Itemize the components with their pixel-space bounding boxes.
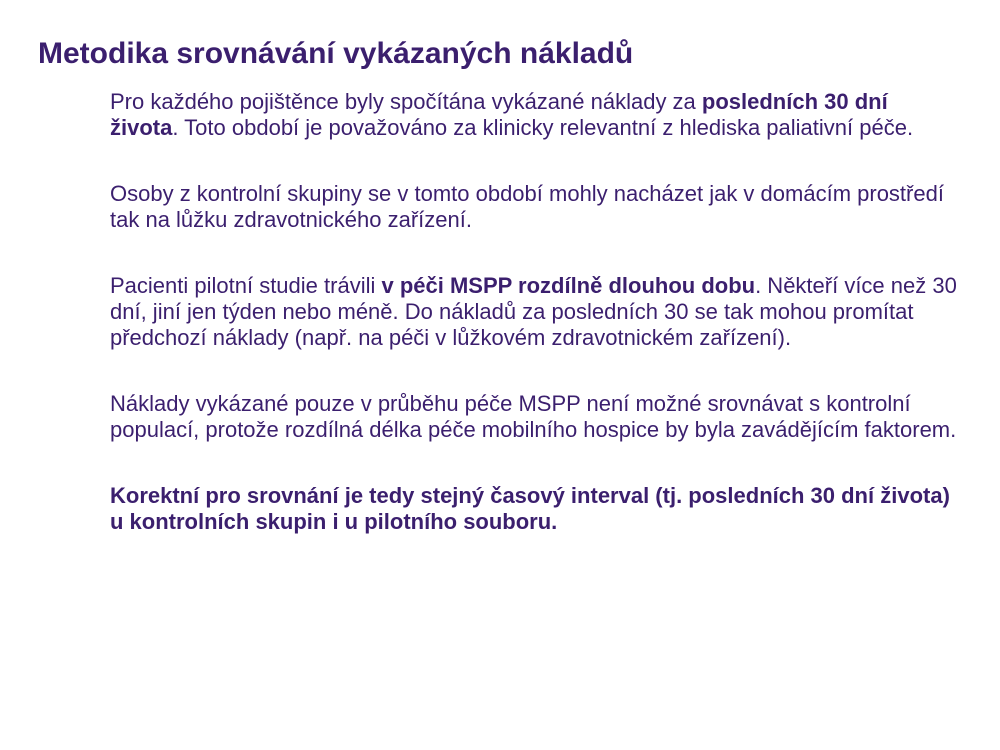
text-segment: Korektní pro srovnání je tedy stejný časový interval (tj. posledních 30 dní života) u kontrolních skupin i u pilotního souboru. (110, 483, 950, 534)
text-segment: Náklady vykázané pouze v průběhu péče MSPP není možné srovnávat s kontrolní populací, protože rozdílná délka péče mobilního hospice by byla zavádějícím faktorem. (110, 391, 957, 442)
emphasis-text: v péči MSPP rozdílně dlouhou dobu (381, 273, 756, 298)
paragraph-control-group (110, 181, 960, 233)
text-segment: . Někteří více než 30 dní, jiní jen týden nebo méně. Do nákladů za posledních 30 se tak mohou promítat předchozí náklady (např. na péči v lůžkovém zdravotnickém zařízení). (110, 273, 957, 350)
paragraph-costs-comparison (110, 391, 960, 443)
slide-title: Metodika srovnávání vykázaných nákladů (38, 37, 634, 70)
text-segment: . Toto období je považováno za klinicky relevantní z hlediska paliativní péče. (172, 115, 914, 140)
paragraph-pilot-patients (110, 273, 960, 351)
slide-body (110, 89, 960, 535)
text-segment: Pro každého pojištěnce byly spočítána vykázané náklady za (110, 89, 702, 114)
paragraph-last-30-days (110, 89, 960, 141)
text-segment: Pacienti pilotní studie trávili (110, 273, 382, 298)
text-segment: Osoby z kontrolní skupiny se v tomto období mohly nacházet jak v domácím prostředí tak na lůžku zdravotnického zařízení. (110, 181, 944, 232)
emphasis-text: posledních 30 dní života (110, 89, 888, 140)
paragraph-conclusion (110, 483, 960, 535)
